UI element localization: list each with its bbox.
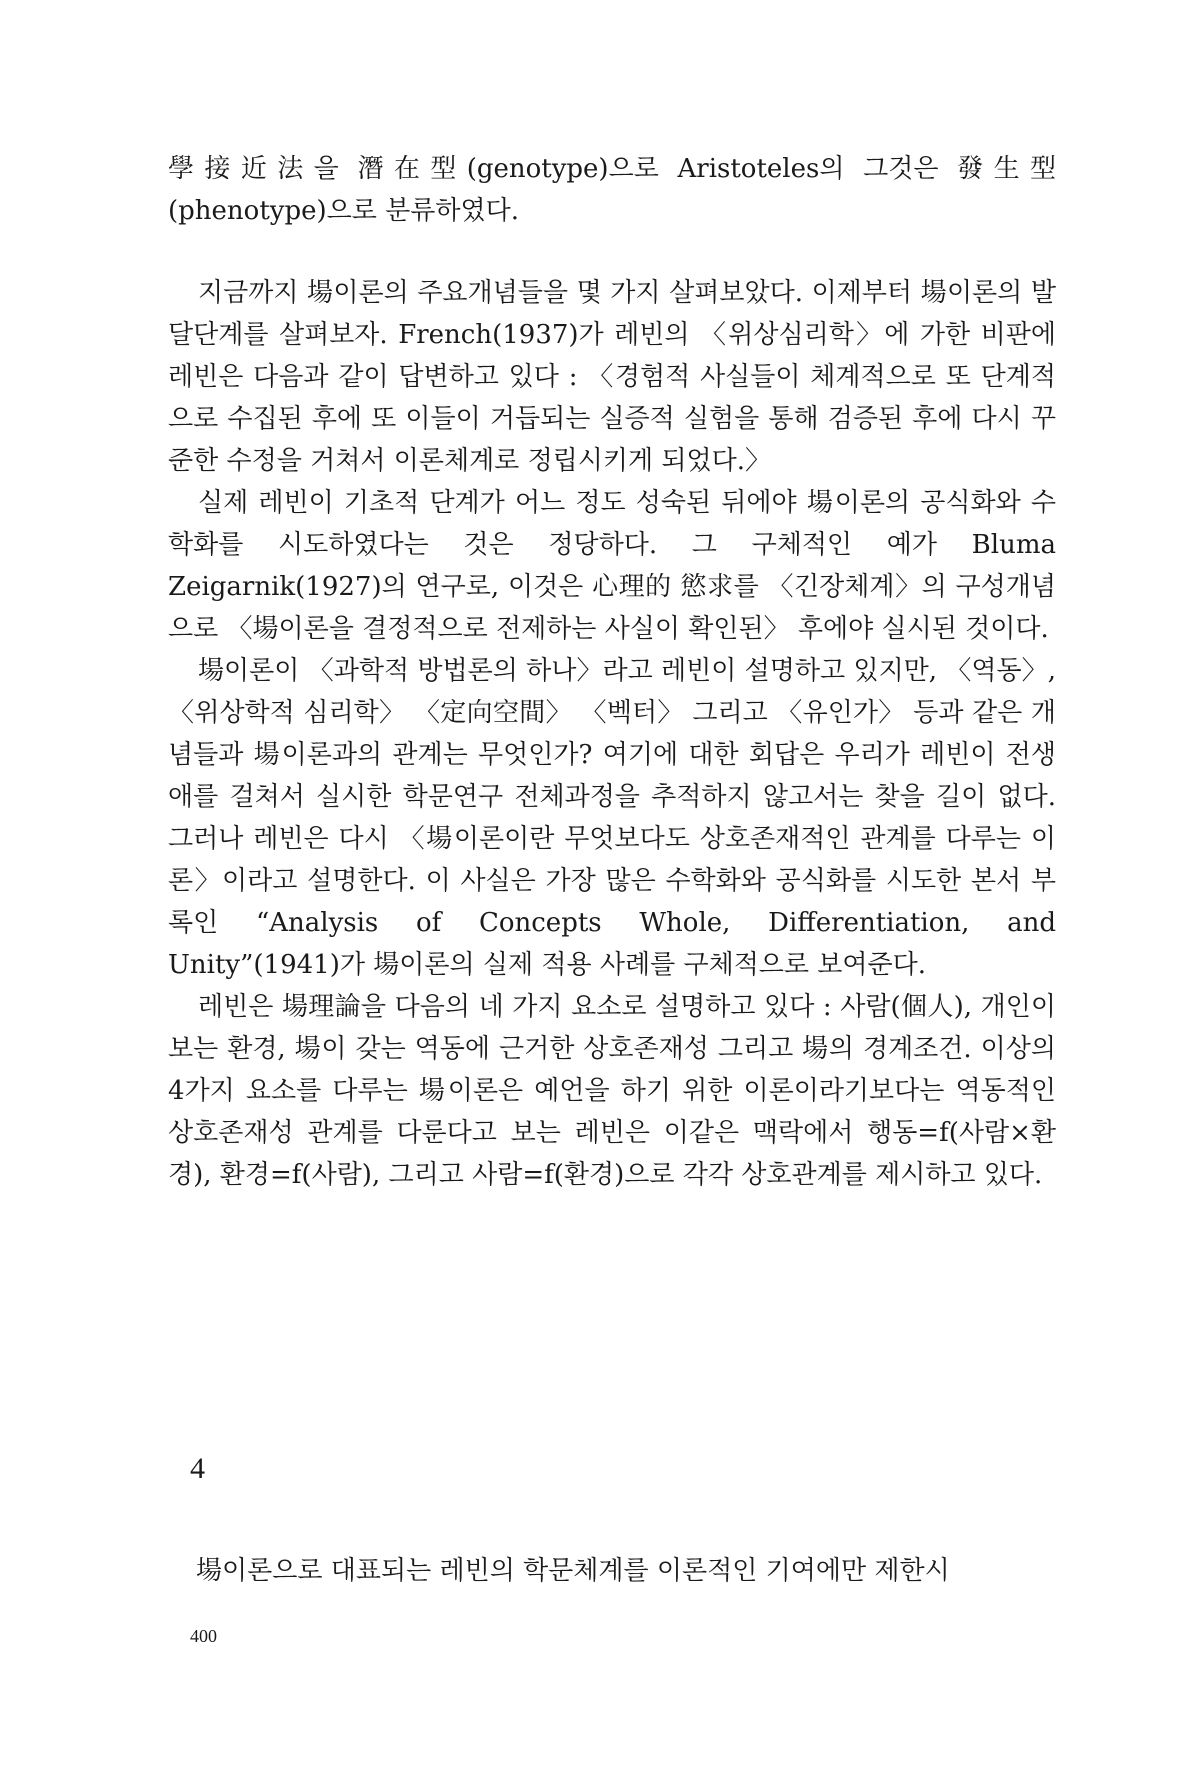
paragraph-3: 場이론이 〈과학적 방법론의 하나〉라고 레빈이 설명하고 있지만, 〈역동〉, 〈위상학적 심리학〉 〈定向空間〉 〈벡터〉 그리고 〈유인가〉 등과 같은 개념들과 場이론과의 관계는 무엇인가? 여기에 대한 회답은 우리가 레빈이 전생애를 걸쳐서 실시한 학문연구 전체과정을 추적하지 않고서는 찾을 길이 없다. 그러나 레빈은 다시 〈場이론이란 무엇보다도 상호존재적인 관계를 다루는 이론〉이라고 설명한다. 이 사실은 가장 많은 수학화와 공식화를 시도한 본서 부록인 “Analysis of Concepts Whole, Differentiation, and Unity”(1941)가 場이론의 실제 적용 사례를 구체적으로 보여준다. (168, 656, 1056, 980)
page-number: 400 (190, 1626, 217, 1646)
paragraph-1: 지금까지 場이론의 주요개념들을 몇 가지 살펴보았다. 이제부터 場이론의 발달단계를 살펴보자. French(1937)가 레빈의 〈위상심리학〉에 가한 비판에 레빈은 다음과 같이 답변하고 있다 : 〈경험적 사실들이 체계적으로 또 단계적으로 수집된 후에 또 이들이 거듭되는 실증적 실험을 통해 검증된 후에 다시 꾸준한 수정을 거쳐서 이론체계로 정립시키게 되었다.〉 (168, 278, 1056, 476)
section-number: 4 (190, 1452, 205, 1485)
paragraph-2: 실제 레빈이 기초적 단계가 어느 정도 성숙된 뒤에야 場이론의 공식화와 수학화를 시도하였다는 것은 정당하다. 그 구체적인 예가 Bluma Zeigarnik(1927)의 연구로, 이것은 心理的 慾求를 〈긴장체계〉의 구성개념으로 〈場이론을 결정적으로 전제하는 사실이 확인된〉 후에야 실시된 것이다. (168, 488, 1056, 644)
document-body (168, 148, 1056, 1196)
paragraph-4: 레빈은 場理論을 다음의 네 가지 요소로 설명하고 있다 : 사람(個人), 개인이 보는 환경, 場이 갖는 역동에 근거한 상호존재성 그리고 場의 경계조건. 이상의 4가지 요소를 다루는 場이론은 예언을 하기 위한 이론이라기보다는 역동적인 상호존재성 관계를 다룬다고 보는 레빈은 이같은 맥락에서 행동=f(사람×환경), 환경=f(사람), 그리고 사람=f(환경)으로 각각 상호관계를 제시하고 있다. (168, 992, 1056, 1190)
intro-paragraph: 學接近法을 潛在型(genotype)으로 Aristoteles의 그것은 發生型(phenotype)으로 분류하였다. (168, 154, 1056, 226)
section-first-line: 場이론으로 대표되는 레빈의 학문체계를 이론적인 기여에만 제한시 (196, 1556, 950, 1586)
